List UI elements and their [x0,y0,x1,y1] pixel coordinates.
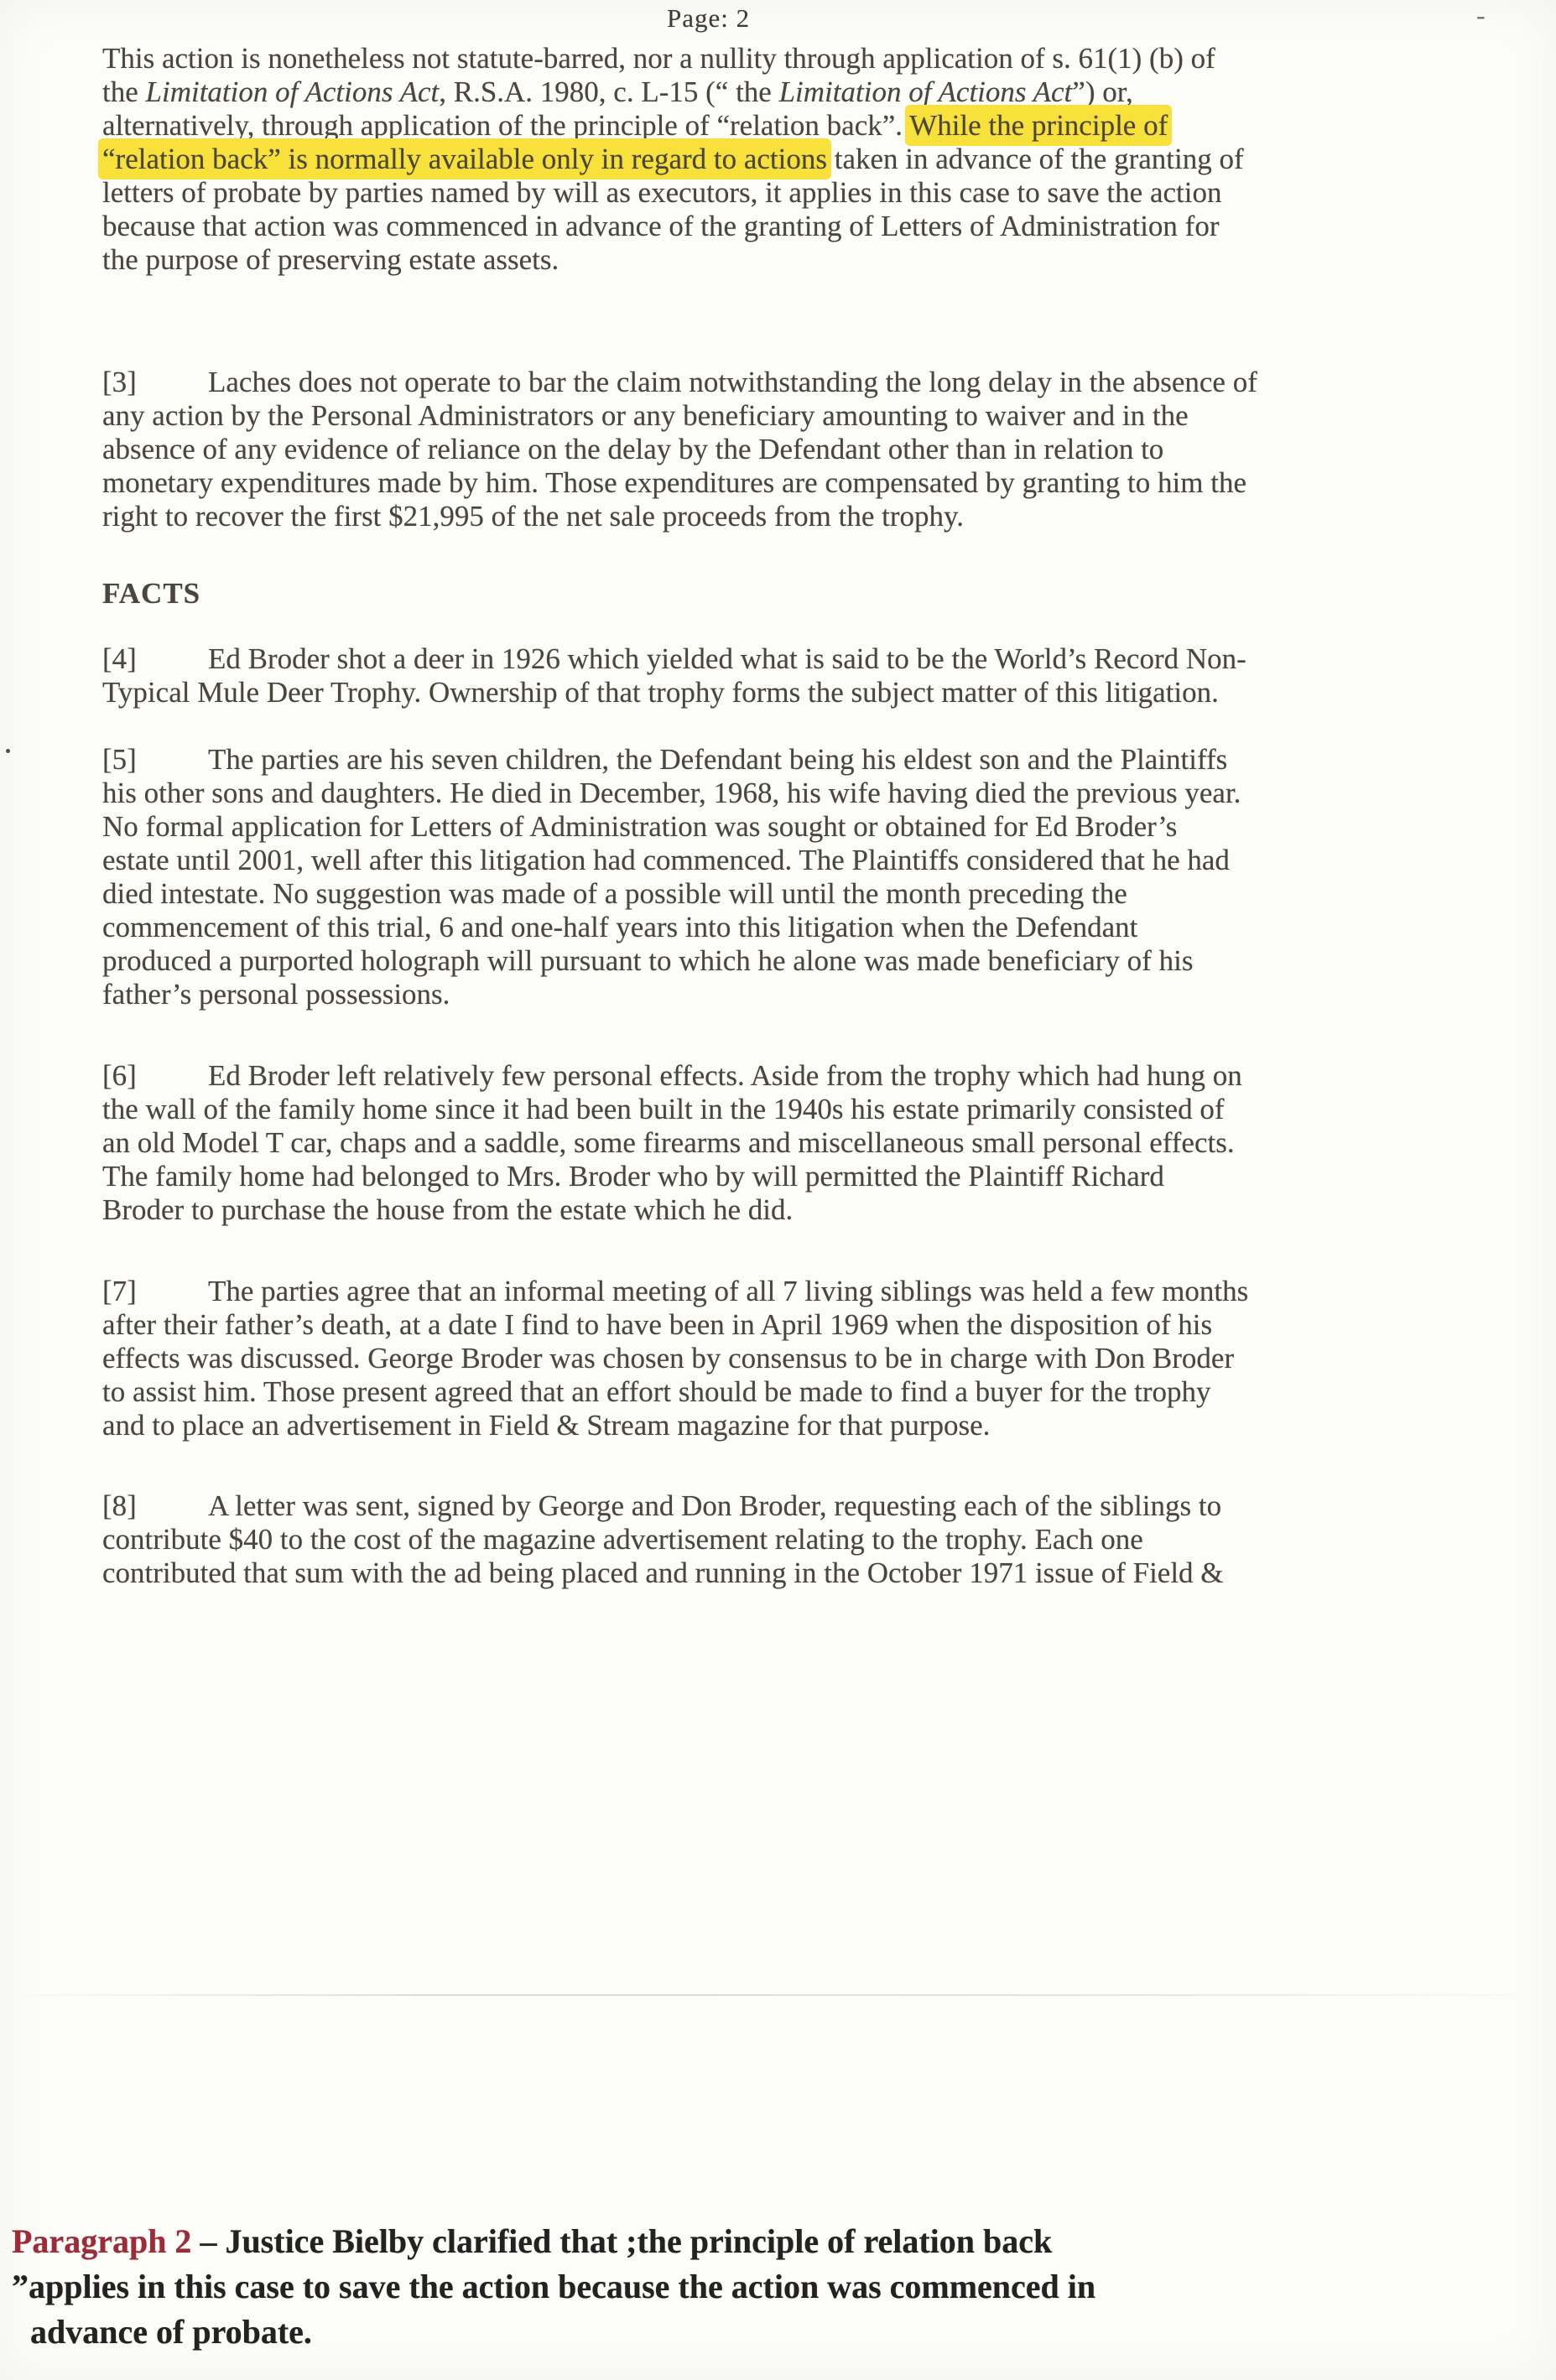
text-segment: and to place an advertisement in Field & Stream magazine for that purpose. [102,1409,991,1442]
paragraph-number: [4] [102,642,137,675]
paragraph-number: [7] [102,1275,137,1307]
text-line [102,1059,1528,1093]
text-segment: the wall of the family home since it had been built in the 1940s his estate primarily consisted of [102,1093,1225,1125]
text-line [102,42,1528,75]
text-line [102,1523,1528,1556]
paragraph-number: [8] [102,1489,137,1522]
text-line [102,75,1528,109]
text-line [102,243,1528,277]
text-line [102,1126,1528,1160]
text-line [102,1489,1528,1523]
caption-line-1-text: – Justice Bielby clarified that ;the principle of relation back [191,2222,1053,2260]
text-segment: The parties agree that an informal meeting of all 7 living siblings was held a few months [208,1275,1249,1307]
text-segment: after their father’s death, at a date I find to have been in April 1969 when the disposition of his [102,1308,1213,1341]
caption-block [12,2219,1522,2355]
text-segment: letters of probate by parties named by will as executors, it applies in this case to save the action [102,176,1222,209]
caption-line-1 [12,2219,1522,2264]
text-line [102,1160,1528,1193]
text-segment: monetary expenditures made by him. Those expenditures are compensated by granting to him the [102,466,1246,499]
highlighted-text: “relation back” is normally available only in regard to actions [102,143,827,175]
paragraph-number: [5] [102,743,137,776]
paragraph [102,642,1528,709]
caption-line-3: advance of probate. [30,2313,312,2351]
text-segment: because that action was commenced in advance of the granting of Letters of Administration for [102,210,1220,242]
text-segment: to assist him. Those present agreed that an effort should be made to find a buyer for the trophy [102,1375,1211,1408]
text-segment: Broder to purchase the house from the estate which he did. [102,1193,794,1226]
highlighted-text: While the principle of [909,109,1168,142]
text-line [102,143,1528,176]
text-line [102,877,1528,911]
text-line [102,1308,1528,1342]
text-segment: produced a purported holograph will pursuant to which he alone was made beneficiary of his [102,944,1194,977]
paragraph [102,743,1528,1011]
text-segment: A letter was sent, signed by George and Don Broder, requesting each of the siblings to [208,1489,1222,1522]
text-line [102,1193,1528,1227]
paragraph [102,1489,1528,1590]
text-line [102,500,1528,533]
text-line [102,1275,1528,1308]
text-line [102,777,1528,810]
scan-crease-line [0,1994,1556,1996]
text-segment: commencement of this trial, 6 and one-half years into this litigation when the Defendant [102,911,1138,943]
text-line [102,366,1528,399]
page-number-label: Page: 2 [667,3,751,33]
text-line [102,1375,1528,1409]
scan-artifact-dot [6,749,10,753]
text-line [102,109,1528,143]
text-segment: the purpose of preserving estate assets. [102,243,559,276]
text-line [102,978,1528,1011]
text-segment: father’s personal possessions. [102,978,450,1011]
text-line [102,1342,1528,1375]
text-segment: Ed Broder left relatively few personal effects. Aside from the trophy which had hung on [208,1059,1242,1092]
paragraph-number: [6] [102,1059,137,1092]
text-line [102,210,1528,243]
text-line [102,743,1528,777]
text-line [102,433,1528,466]
text-segment: alternatively, through application of the principle of “relation back”. [102,109,910,142]
text-segment: Limitation of Actions Act [778,75,1073,108]
text-segment: , R.S.A. 1980, c. L-15 (“ the [439,75,779,108]
text-line [102,810,1528,844]
text-segment: an old Model T car, chaps and a saddle, some firearms and miscellaneous small personal effects. [102,1126,1235,1159]
text-segment: No formal application for Letters of Administration was sought or obtained for Ed Broder’s [102,810,1178,843]
text-segment: taken in advance of the granting of [827,143,1244,175]
corner-dash-mark: - [1476,0,1486,30]
text-segment: right to recover the first $21,995 of the net sale proceeds from the trophy. [102,500,964,533]
text-segment: The family home had belonged to Mrs. Broder who by will permitted the Plaintiff Richard [102,1160,1164,1193]
text-line [102,944,1528,978]
text-line [102,399,1528,433]
text-segment: died intestate. No suggestion was made of a possible will until the month preceding the [102,877,1127,910]
text-line [102,466,1528,500]
text-segment: Limitation of Actions Act [145,75,440,108]
text-line [102,676,1528,709]
text-line [102,176,1528,210]
text-line [102,911,1528,944]
text-segment: the [102,75,146,108]
text-segment: estate until 2001, well after this litigation had commenced. The Plaintiffs considered that he had [102,844,1230,876]
text-segment: contribute $40 to the cost of the magazine advertisement relating to the trophy. Each one [102,1523,1143,1556]
text-line [102,1093,1528,1126]
text-segment: Laches does not operate to bar the claim notwithstanding the long delay in the absence of [208,366,1257,398]
paragraph [102,42,1528,277]
text-segment: This action is nonetheless not statute-barred, nor a nullity through application of s. 61(1) (b) of [102,42,1215,75]
paragraph [102,366,1528,533]
text-segment: Ed Broder shot a deer in 1926 which yielded what is said to be the World’s Record Non- [208,642,1246,675]
paragraph-number: [3] [102,366,137,398]
caption-line-2: ”applies in this case to save the action because the action was commenced in [12,2268,1096,2305]
text-segment: The parties are his seven children, the Defendant being his eldest son and the Plaintiffs [208,743,1228,776]
text-segment: Typical Mule Deer Trophy. Ownership of that trophy forms the subject matter of this litigation. [102,676,1219,709]
text-line [102,1556,1528,1590]
text-segment: effects was discussed. George Broder was chosen by consensus to be in charge with Don Broder [102,1342,1235,1374]
text-segment: ”) or, [1072,75,1133,108]
paragraph [102,1275,1528,1442]
document-body [102,42,1528,1590]
text-segment: contributed that sum with the ad being placed and running in the October 1971 issue of Field & [102,1556,1224,1589]
section-heading: FACTS [102,577,201,610]
text-line [102,642,1528,676]
text-segment: absence of any evidence of reliance on the delay by the Defendant other than in relation to [102,433,1164,465]
paragraph [102,1059,1528,1227]
text-line [102,844,1528,877]
text-segment: any action by the Personal Administrators or any beneficiary amounting to waiver and in the [102,399,1189,432]
text-line [102,1409,1528,1442]
text-segment: his other sons and daughters. He died in December, 1968, his wife having died the previous year. [102,777,1241,809]
caption-paragraph-ref: Paragraph 2 [12,2222,192,2260]
